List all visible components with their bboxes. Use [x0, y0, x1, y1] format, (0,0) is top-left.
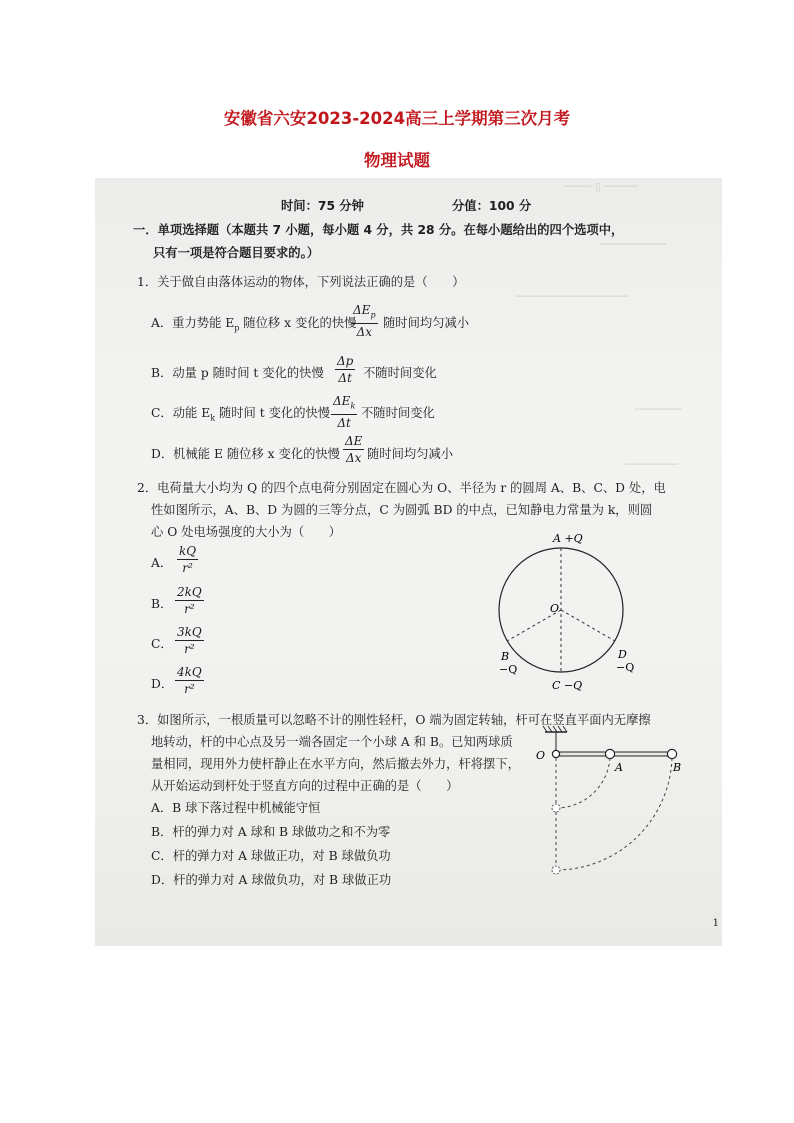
arc-a-path — [556, 758, 610, 808]
label-b-charge: −Q — [499, 663, 518, 676]
q3-stem-line2: 地转动，杆的中心点及另一端各固定一个小球 A 和 B。已知两球质 — [151, 735, 513, 749]
q2-circle-figure — [490, 530, 650, 700]
arc-b-path — [556, 758, 672, 870]
label-a: A — [615, 761, 623, 774]
q3-option-a: A．B 球下落过程中机械能守恒 — [151, 801, 321, 815]
bleed-mark: ────────── — [600, 238, 667, 251]
page-subtitle: 物理试题 — [364, 151, 430, 170]
q3-stem-line4: 从开始运动到杆处于竖直方向的过程中正确的是（ ） — [151, 779, 459, 793]
exam-photo: ──── ▯ ───── ────────── ───────────────── ─────── ──────── 时间：75 分钟 分值：100 分 一．单项选择题（本题共 7 小题，每小题 4 分，共 28 分。在每小题给出的四个选项中， 只有一项是符合题目要求的。） 1．关于做自由落体运动的物体，下列说法正确的是（ ） A．重力势能 $E_p$ 随位移 x 变化的快慢 $\Delta E_p$ Δx 随时间均匀减小 B．动量 p 随时间 t 变化的快慢 $\frac{\Delta p}{\Delta t}$ 不随时间变化 C．动能 $E_k$ 随时间 t 变化的快慢 $\Delta E_k$ Δt 不随时间变化 D．机械能 E 随位移 x 变化的快慢 $\frac{\Delta E}{\Delta x}$ 随时间均匀减小 2．电荷量大小均为 Q 的四个点电荷分别固定在圆心为 O、半径为 r 的圆周 A、B、C、D 处，电 性如图所示，A、B、D 为圆的三等分点，C 为圆弧 BD 的中点，已知静电力常量为 k，则圆 心 O 处电场强度的大小为（ ） A． $\frac{kQ}{\text{r²}}$ B． $\frac{2kQ}{\text{r²}}$ C． $\frac{3kQ}{\text{r²}}$ D． $\frac{4kQ}{\text{r²}}$ A +Q O B −Q D −Q C −Q 3．如图所示，一根质量可以忽略不计的刚性轻杆，O 端为固定转轴，杆可在竖直平面内无摩擦 地转动，杆的中心点及另一端各固定一个小球 A 和 B。已知两球质 量相同，现用外力使杆静止在水平方向，然后撤去外力，杆将摆下， 从开始运动到杆处于竖直方向的过程中正确的是（ ） A．B 球下落过程中机械能守恒 B．杆的弹力对 A 球和 B 球做功之和不为零 C．杆的弹力对 A 球做正功，对 B 球做负功 D．杆的弹力对 A 球做负功，对 B 球做正功 O A B 1 — [95, 178, 722, 946]
label-d: D — [618, 648, 627, 661]
bleed-mark: ──── ▯ ───── — [565, 180, 638, 193]
bleed-mark: ──────── — [625, 458, 678, 471]
page-title: 安徽省六安2023-2024高三上学期第三次月考 — [223, 109, 571, 128]
q1-stem: 1．关于做自由落体运动的物体，下列说法正确的是（ ） — [137, 275, 465, 289]
q3-option-c: C．杆的弹力对 A 球做正功，对 B 球做负功 — [151, 849, 391, 863]
q2-stem-line3: 心 O 处电场强度的大小为（ ） — [151, 525, 342, 539]
bleed-mark: ───────────────── — [515, 290, 628, 303]
exam-score: 分值：100 分 — [452, 199, 532, 213]
label-b: B — [501, 650, 510, 663]
dashed-line-od — [561, 610, 615, 641]
ball-a — [605, 749, 614, 758]
section-heading-cont: 只有一项是符合题目要求的。） — [153, 246, 320, 260]
page-number: 1 — [712, 918, 719, 929]
exam-time: 时间：75 分钟 — [281, 199, 364, 213]
ball-b-final — [552, 866, 560, 874]
pivot-point — [552, 750, 559, 757]
label-d-charge: −Q — [616, 661, 635, 674]
q3-stem-line1: 3．如图所示，一根质量可以忽略不计的刚性轻杆，O 端为固定转轴，杆可在竖直平面内无摩擦 — [137, 713, 651, 727]
bleed-mark: ─────── — [635, 403, 682, 416]
section-heading: 一．单项选择题（本题共 7 小题，每小题 4 分，共 28 分。在每小题给出的四个选项中， — [133, 223, 624, 237]
q2-stem-line1: 2．电荷量大小均为 Q 的四个点电荷分别固定在圆心为 O、半径为 r 的圆周 A、B、C、D 处，电 — [137, 481, 666, 495]
label-o: O — [536, 749, 546, 762]
label-c: C −Q — [552, 679, 583, 692]
ball-b — [667, 749, 676, 758]
label-b: B — [673, 761, 682, 774]
q3-option-b: B．杆的弹力对 A 球和 B 球做功之和不为零 — [151, 825, 391, 839]
ball-a-final — [552, 804, 560, 812]
label-a: A +Q — [553, 532, 583, 545]
label-o: O — [550, 602, 560, 615]
q2-stem-line2: 性如图所示，A、B、D 为圆的三等分点，C 为圆弧 BD 的中点，已知静电力常量为 k，则圆 — [151, 503, 653, 517]
q3-rod-figure — [535, 726, 695, 888]
q3-option-d: D．杆的弹力对 A 球做负功，对 B 球做正功 — [151, 873, 392, 887]
q3-stem-line3: 量相同，现用外力使杆静止在水平方向，然后撤去外力，杆将摆下， — [151, 757, 520, 771]
